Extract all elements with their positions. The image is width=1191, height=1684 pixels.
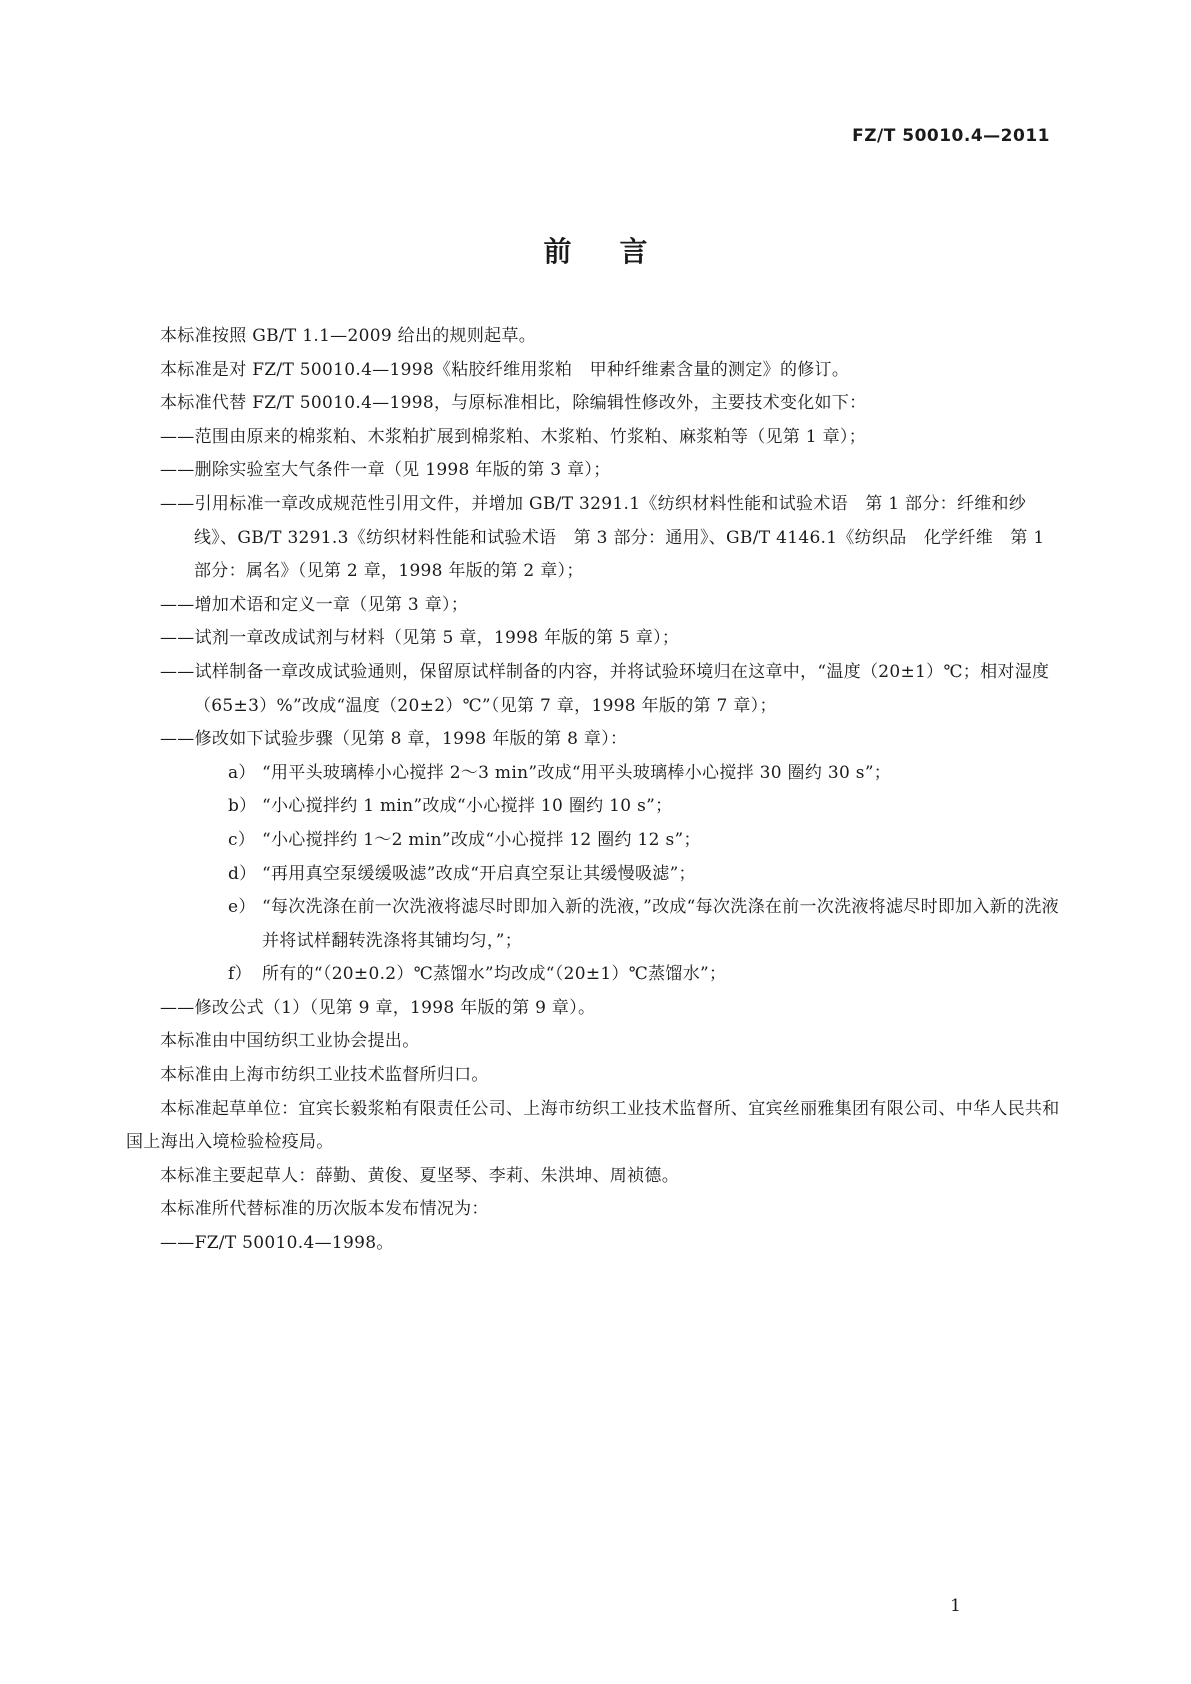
previous-version-item: ——FZ/T 50010.4—1998。 bbox=[160, 1233, 394, 1254]
paragraph-proposed-by: 本标准由中国纺织工业协会提出。 bbox=[160, 1031, 420, 1052]
page-title: 前言 bbox=[543, 235, 696, 268]
step-text: “用平头玻璃棒小心搅拌 2～3 min”改成“用平头玻璃棒小心搅拌 30 圈约 30 s”； bbox=[262, 762, 892, 783]
step-label: e） bbox=[228, 897, 256, 918]
step-text: “小心搅拌约 1～2 min”改成“小心搅拌 12 圈约 12 s”； bbox=[262, 829, 701, 850]
paragraph-centralized-by: 本标准由上海市纺织工业技术监督所归口。 bbox=[160, 1065, 489, 1086]
paragraph-drafting-rules: 本标准按照 GB/T 1.1—2009 给出的规则起草。 bbox=[160, 326, 537, 346]
step-label: d） bbox=[228, 863, 257, 884]
step-text: “再用真空泵缓缓吸滤”改成“开启真空泵让其缓慢吸滤”； bbox=[262, 863, 696, 884]
paragraph-drafting-units: 本标准起草单位：宜宾长毅浆粕有限责任公司、上海市纺织工业技术监督所、宜宾丝丽雅集团有限公司、中华人民共和国上海出入境检验检疫局。 bbox=[126, 1098, 1060, 1153]
step-item-e bbox=[126, 891, 1066, 958]
change-item-test-steps: ——修改如下试验步骤（见第 8 章，1998 年版的第 8 章）： bbox=[160, 729, 628, 750]
step-text: 所有的“（20±0.2）℃蒸馏水”均改成“（20±1）℃蒸馏水”； bbox=[262, 964, 727, 985]
step-text: “小心搅拌约 1 min”改成“小心搅拌 10 圈约 10 s”； bbox=[262, 796, 673, 817]
step-label: c） bbox=[228, 829, 256, 850]
step-text: “每次洗涤在前一次洗液将滤尽时即加入新的洗液，”改成“每次洗涤在前一次洗液将滤尽时即加入新的洗液并将试样翻转洗涤将其铺均匀，”； bbox=[262, 897, 1059, 951]
change-item-test-general: ——试样制备一章改成试验通则，保留原试样制备的内容，并将试验环境归在这章中，“温度（20±1）℃；相对湿度（65±3）%”改成“温度（20±2）℃”（见第 7 章，1998 年版的第 7 章）； bbox=[160, 661, 1050, 716]
change-item-normative-references: ——引用标准一章改成规范性引用文件，并增加 GB/T 3291.1《纺织材料性能和试验术语 第 1 部分：纤维和纱线》、GB/T 3291.3《纺织材料性能和试验术语 第 3 部分：通用》、GB/T 4146.1《纺织品 化学纤维 第 1 部分：属名》（见第 2 章，1998 年版的第 2 章）； bbox=[160, 493, 1045, 582]
step-item-d bbox=[126, 858, 1066, 892]
page-number: 1 bbox=[950, 1596, 961, 1616]
step-item-c bbox=[126, 824, 1066, 858]
change-item-scope: ——范围由原来的棉浆粕、木浆粕扩展到棉浆粕、木浆粕、竹浆粕、麻浆粕等（见第 1 章）； bbox=[160, 426, 867, 447]
paragraph-previous-editions: 本标准所代替标准的历次版本发布情况为： bbox=[160, 1199, 489, 1220]
step-item-f bbox=[126, 958, 1066, 992]
step-item-a bbox=[126, 757, 1066, 791]
foreword-body bbox=[126, 320, 1066, 1261]
change-item-formula: ——修改公式（1）（见第 9 章，1998 年版的第 9 章）。 bbox=[160, 997, 596, 1018]
change-item-lab-conditions: ——删除实验室大气条件一章（见 1998 年版的第 3 章）； bbox=[160, 460, 611, 481]
step-item-b bbox=[126, 790, 1066, 824]
paragraph-drafters: 本标准主要起草人：薛勤、黄俊、夏坚琴、李莉、朱洪坤、周祯德。 bbox=[160, 1165, 679, 1186]
step-label: f） bbox=[228, 964, 252, 985]
change-item-reagents: ——试剂一章改成试剂与材料（见第 5 章，1998 年版的第 5 章）； bbox=[160, 628, 680, 649]
step-label: a） bbox=[228, 762, 256, 783]
change-item-terms: ——增加术语和定义一章（见第 3 章）； bbox=[160, 594, 469, 615]
paragraph-replaces: 本标准代替 FZ/T 50010.4—1998，与原标准相比，除编辑性修改外，主要技术变化如下： bbox=[160, 393, 867, 414]
standard-number: FZ/T 50010.4—2011 bbox=[852, 126, 1050, 146]
paragraph-revision-of: 本标准是对 FZ/T 50010.4—1998《粘胶纤维用浆粕 甲种纤维素含量的测定》的修订。 bbox=[160, 359, 850, 380]
step-label: b） bbox=[228, 796, 257, 817]
